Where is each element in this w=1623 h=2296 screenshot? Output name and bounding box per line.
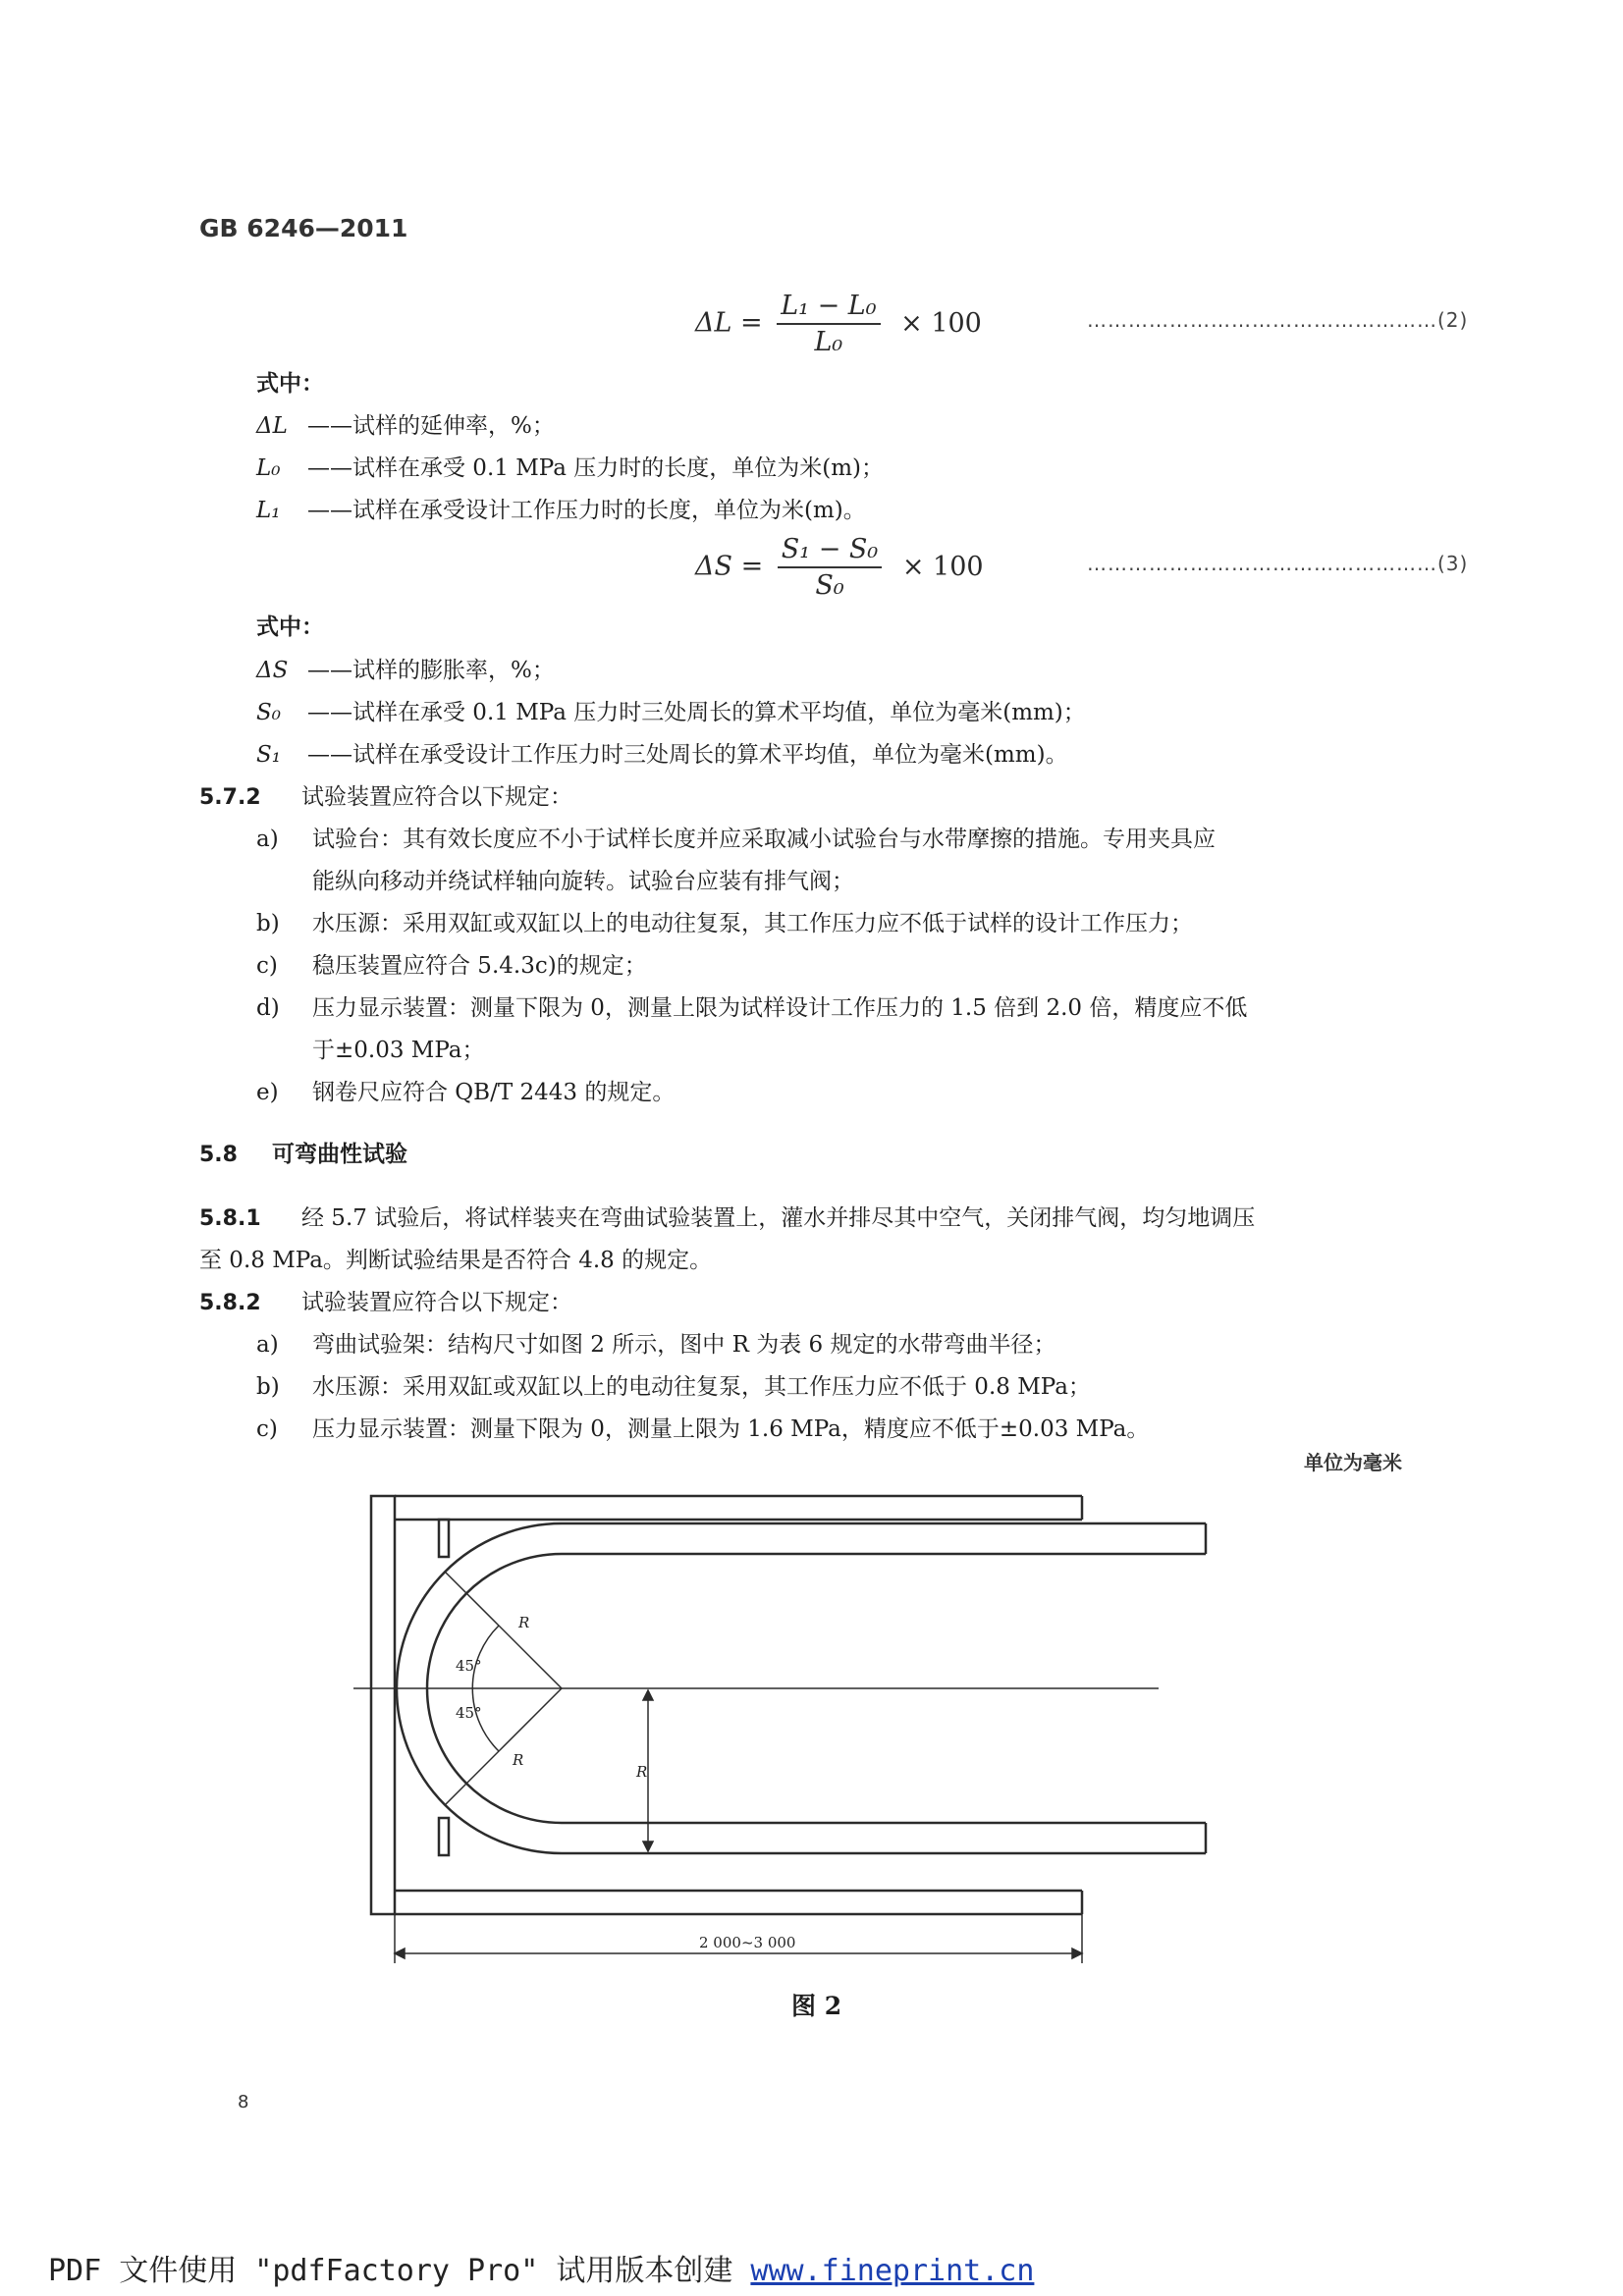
frame-upright: [371, 1496, 395, 1914]
list-item-label: e): [256, 1080, 279, 1105]
unit-note: 单位为毫米: [1304, 1451, 1402, 1474]
guide-pin: [439, 1818, 449, 1855]
clause-number: 5.8.2: [199, 1291, 261, 1315]
document-id: GB 6246—2011: [199, 214, 408, 242]
list-item-text: 稳压装置应符合 5.4.3c)的规定；: [312, 953, 647, 979]
equation-number-2: ……………………………………………(2): [1087, 308, 1469, 332]
formula-factor: × 100: [901, 551, 984, 582]
formula-denominator: S₀: [815, 570, 844, 601]
dimension-arrow: [1072, 1949, 1082, 1958]
where-label: 式中：: [256, 370, 324, 397]
clause-5-8-2: [199, 1284, 572, 1316]
definition-symbol: L₁: [256, 498, 281, 523]
definition-text: ——试样在承受设计工作压力时的长度，单位为米(m)。: [307, 498, 866, 523]
section-title: 可弯曲性试验: [272, 1141, 407, 1167]
formula-lhs: ΔL =: [695, 307, 763, 339]
formula-factor: × 100: [900, 307, 982, 339]
list-item: [256, 1411, 1149, 1443]
equation-number-3: ……………………………………………(3): [1087, 552, 1469, 575]
section-heading: [199, 1136, 407, 1168]
clause-5-7-2: [199, 778, 572, 811]
section-number: 5.8: [199, 1143, 238, 1167]
definition-line: [256, 736, 1068, 769]
definition-line: [256, 652, 555, 684]
formula-fraction: [778, 534, 882, 601]
list-item-label: a): [256, 1332, 279, 1358]
dimension-arrow: [643, 1690, 653, 1700]
radius-label: R: [636, 1763, 648, 1781]
formula-lhs: ΔS =: [695, 551, 764, 582]
list-item-continuation: 能纵向移动并绕试样轴向旋转。试验台应装有排气阀；: [312, 869, 854, 894]
definition-symbol: ΔL: [256, 413, 288, 439]
definition-symbol: ΔS: [256, 658, 289, 683]
list-item-text: 弯曲试验架：结构尺寸如图 2 所示，图中 R 为表 6 规定的水带弯曲半径；: [312, 1332, 1056, 1358]
formula-denominator: L₀: [814, 327, 843, 357]
formula-elongation: [695, 291, 982, 357]
clause-number: 5.8.1: [199, 1206, 261, 1231]
list-item: [256, 821, 1216, 853]
formula-fraction: [777, 291, 880, 357]
list-item-label: b): [256, 911, 280, 936]
list-item-text: 压力显示装置：测量下限为 0，测量上限为 1.6 MPa，精度应不低于±0.03 MPa。: [312, 1416, 1150, 1442]
list-item: [256, 947, 647, 980]
list-item-text: 试验台：其有效长度应不小于试样长度并应采取减小试验台与水带摩擦的措施。专用夹具应: [312, 827, 1216, 852]
definition-text: ——试样在承受 0.1 MPa 压力时三处周长的算术平均值，单位为毫米(mm)；: [307, 700, 1086, 725]
list-item-text: 水压源：采用双缸或双缸以上的电动往复泵，其工作压力应不低于试样的设计工作压力；: [312, 911, 1193, 936]
definition-line: [256, 407, 555, 440]
clause-5-8-1: [199, 1200, 1255, 1232]
angle-label: 45°: [456, 1657, 482, 1675]
clause-text: 试验装置应符合以下规定：: [301, 784, 572, 810]
clause-text: 经 5.7 试验后，将试样装夹在弯曲试验装置上，灌水并排尽其中空气，关闭排气阀，均匀地调压: [301, 1205, 1256, 1231]
clause-text: 试验装置应符合以下规定：: [301, 1290, 572, 1315]
definition-text: ——试样的膨胀率，%；: [307, 658, 555, 683]
radius-label: R: [513, 1751, 524, 1769]
formula-numerator: L₁ − L₀: [777, 291, 880, 325]
definition-line: [256, 492, 866, 524]
list-item-text: 水压源：采用双缸或双缸以上的电动往复泵，其工作压力应不低于 0.8 MPa；: [312, 1374, 1091, 1400]
definition-symbol: S₀: [256, 700, 281, 725]
definition-text: ——试样的延伸率，%；: [307, 413, 555, 439]
list-item: [256, 989, 1247, 1022]
formula-expansion: [695, 534, 984, 601]
definition-line: [256, 694, 1086, 726]
radius-label: R: [518, 1614, 530, 1631]
list-item-label: b): [256, 1374, 280, 1400]
dimension-arrow: [643, 1842, 653, 1851]
list-item-text: 压力显示装置：测量下限为 0，测量上限为试样设计工作压力的 1.5 倍到 2.0 倍，精度应不低: [312, 995, 1248, 1021]
definition-text: ——试样在承受 0.1 MPa 压力时的长度，单位为米(m)；: [307, 455, 884, 481]
clause-number: 5.7.2: [199, 785, 261, 810]
formula-numerator: S₁ − S₀: [778, 534, 882, 568]
length-dimension-label: 2 000~3 000: [699, 1934, 796, 1951]
angle-label: 45°: [456, 1704, 482, 1722]
list-item-text: 钢卷尺应符合 QB/T 2443 的规定。: [312, 1080, 676, 1105]
list-item: [256, 1326, 1055, 1359]
definition-line: [256, 450, 884, 482]
footer-text: PDF 文件使用 "pdfFactory Pro" 试用版本创建: [48, 2254, 751, 2288]
definition-symbol: S₁: [256, 742, 281, 768]
definition-symbol: L₀: [256, 455, 281, 481]
footer-link[interactable]: www.fineprint.cn: [750, 2254, 1035, 2288]
list-item-label: c): [256, 953, 278, 979]
definition-text: ——试样在承受设计工作压力时三处周长的算术平均值，单位为毫米(mm)。: [307, 742, 1068, 768]
list-item-continuation: 于±0.03 MPa；: [312, 1038, 485, 1063]
clause-continuation: 至 0.8 MPa。判断试验结果是否符合 4.8 的规定。: [199, 1248, 713, 1273]
pdf-footer: [48, 2246, 1034, 2289]
list-item: [256, 905, 1193, 937]
where-label: 式中：: [256, 614, 324, 640]
list-item: [256, 1368, 1091, 1401]
list-item-label: a): [256, 827, 279, 852]
dimension-arrow: [395, 1949, 405, 1958]
bending-test-rig-figure: [334, 1472, 1217, 1973]
list-item-label: c): [256, 1416, 278, 1442]
guide-pin: [439, 1520, 449, 1557]
page-number: 8: [238, 2092, 249, 2112]
figure-caption: 图 2: [791, 1992, 842, 2020]
list-item-label: d): [256, 995, 280, 1021]
list-item: [256, 1074, 675, 1106]
